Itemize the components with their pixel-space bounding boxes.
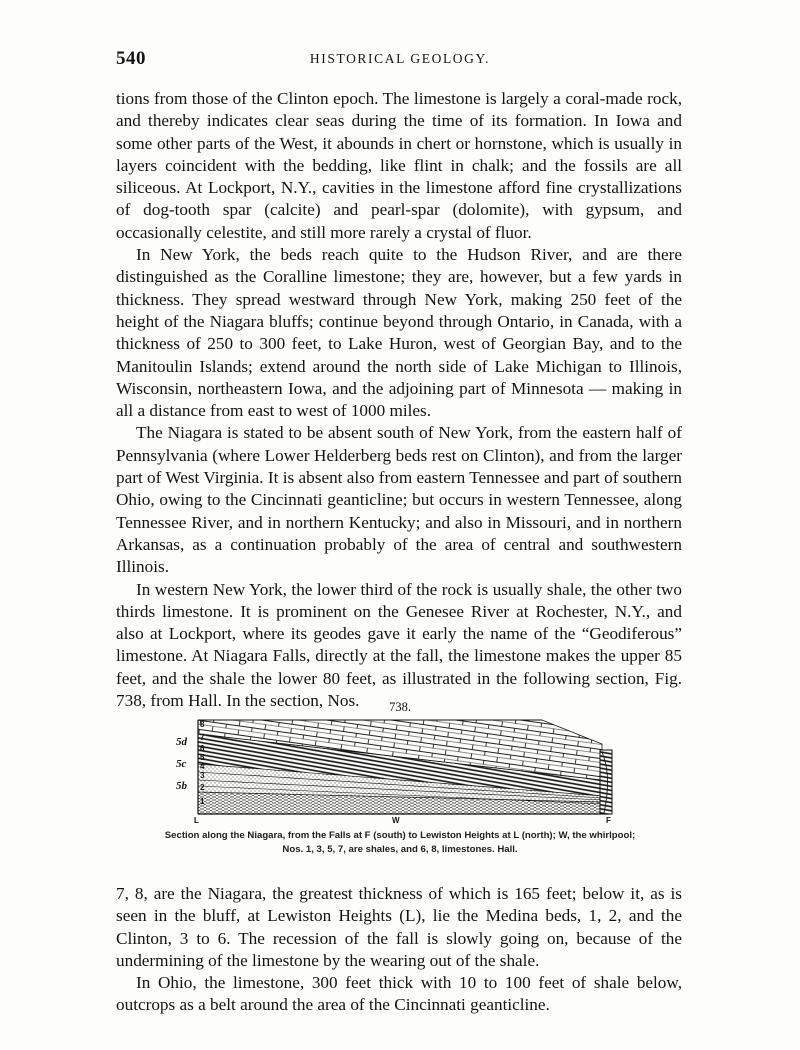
paragraph: The Niagara is stated to be absent south of New York, from the eastern half of Pennsylvania (where Lower Helderberg beds rest on Clinton), and from the larger part of West Virginia. It is absent also from eastern Tennessee and part of southern Ohio, owing to the Cincinnati geanticline; but occurs in western Tennessee, along Tennessee River, and in northern Kentucky; and also in Missouri, and in northern Arkansas, as a continuation probably of the area of central and southwestern Illinois. xyxy=(116,423,682,577)
page-number: 540 xyxy=(116,48,146,69)
body-text-top xyxy=(116,88,682,712)
bed-number: 3 xyxy=(200,771,205,780)
caption-line: Section along the Niagara, from the Falls at F (south) to Lewiston Heights at L (north); W, the whirlpool; xyxy=(164,830,636,841)
figure-number: 738. xyxy=(389,700,411,714)
figure-caption xyxy=(110,829,690,857)
point-label-lewiston: L xyxy=(194,816,199,824)
side-label: 5b xyxy=(176,780,187,792)
side-label: 5c xyxy=(176,758,187,770)
side-label: 5d xyxy=(176,736,187,748)
bed-number: 5 xyxy=(200,753,205,762)
paragraph: In New York, the beds reach quite to the Hudson River, and are there distinguished as the Coralline limestone; they are, however, but a few yards in thickness. They spread westward through New York, making 250 feet of the height of the Niagara bluffs; continue beyond through Ontario, in Canada, with a thickness of 250 to 300 feet, to Lake Huron, west of Georgian Bay, and to the Manitoulin Islands; extend around the north side of Lake Michigan to Illinois, Wisconsin, northeastern Iowa, and the adjoining part of Minnesota — making in all a distance from east to west of 1000 miles. xyxy=(116,245,682,421)
bed-number: 2 xyxy=(200,783,205,792)
bed-number: 1 xyxy=(200,797,205,806)
paragraph: In western New York, the lower third of the rock is usually shale, the other two thirds limestone. It is prominent on the Genesee River at Rochester, N.Y., and also at Lockport, where its geodes gave it early the name of the “Geodiferous” limestone. At Niagara Falls, directly at the fall, the limestone makes the upper 85 feet, and the shale the lower 80 feet, as illustrated in the following section, Fig. 738, from Hall. In the section, Nos. xyxy=(116,579,682,711)
geological-section-figure xyxy=(172,716,632,824)
paragraph: In Ohio, the limestone, 300 feet thick with 10 to 100 feet of shale below, outcrops as a belt around the area of the Cincinnati geanticline. xyxy=(116,973,682,1015)
paragraph: 7, 8, are the Niagara, the greatest thickness of which is 165 feet; below it, as is seen in the bluff, at Lewiston Heights (L), lie the Medina beds, 1, 2, and the Clinton, 3 to 6. The recession of the fall is slowly going on, because of the undermining of the limestone by the wearing out of the shale. xyxy=(116,884,682,970)
point-label-whirlpool: W xyxy=(392,816,400,824)
bed-number: 7 xyxy=(200,733,205,742)
caption-line: Nos. 1, 3, 5, 7, are shales, and 6, 8, limestones. Hall. xyxy=(282,844,518,855)
bed-number: 8 xyxy=(200,720,205,729)
bed-number: 4 xyxy=(200,762,205,771)
bed-number: 6 xyxy=(200,744,205,753)
body-text-bottom xyxy=(116,883,682,1017)
point-label-falls: F xyxy=(606,816,611,824)
running-head: HISTORICAL GEOLOGY. xyxy=(309,51,491,66)
paragraph: tions from those of the Clinton epoch. The limestone is largely a coral-made rock, and thereby indicates clear seas during the time of its formation. In Iowa and some other parts of the West, it abounds in chert or hornstone, which is usually in layers coincident with the bedding, like flint in chalk; and the fossils are all siliceous. At Lockport, N.Y., cavities in the limestone afford fine crystallizations of dog-tooth spar (calcite) and pearl-spar (dolomite), with gypsum, and occasionally celestite, and still more rarely a crystal of fluor. xyxy=(116,89,682,242)
